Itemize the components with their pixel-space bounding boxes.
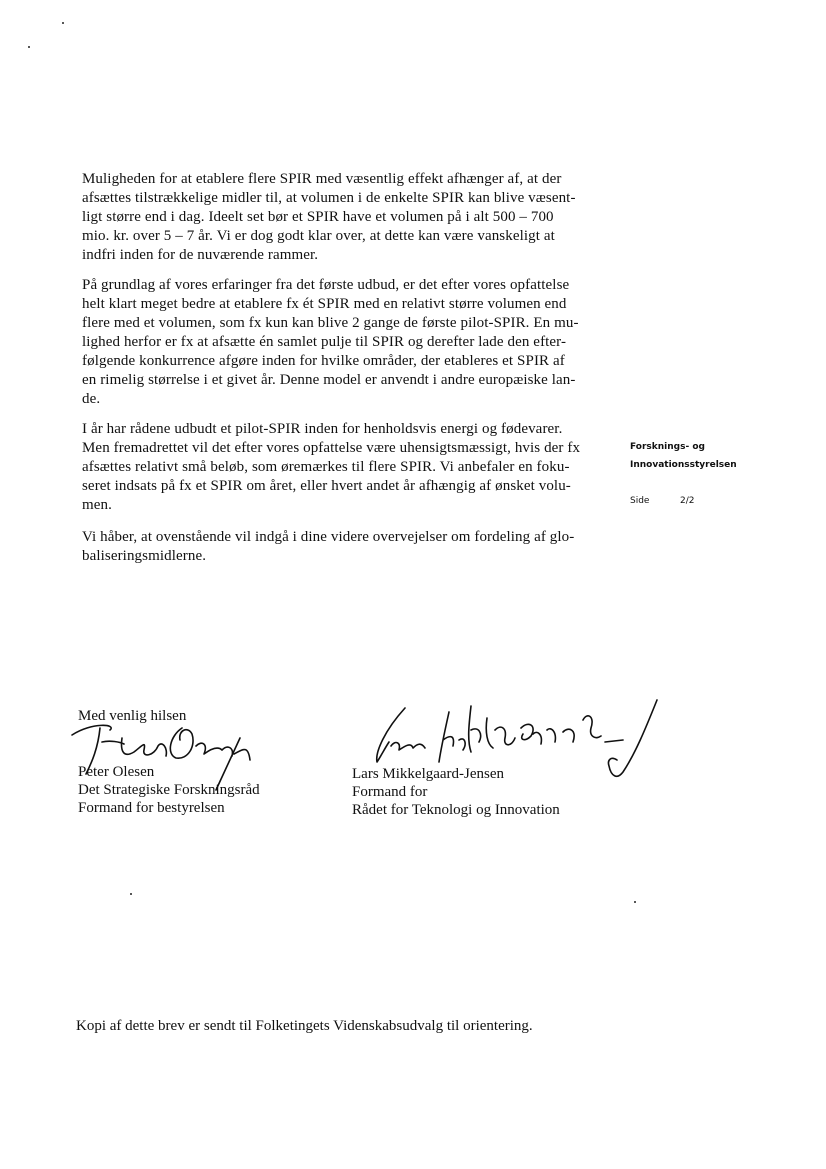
text-line: indfri inden for de nuværende rammer.	[82, 247, 319, 263]
sidebar-org-line1: Forsknings- og	[630, 442, 705, 452]
text-line: mio. kr. over 5 – 7 år. Vi er dog godt klar over, at dette kan være vanskeligt at	[82, 228, 555, 244]
copy-note: Kopi af dette brev er sendt til Folketingets Videnskabsudvalg til orientering.	[76, 1018, 533, 1034]
text-line: helt klart meget bedre at etablere fx ét SPIR med en relativt større volumen end	[82, 296, 567, 312]
scan-speck	[130, 893, 132, 895]
text-line: lighed herfor er fx at afsætte én samlet pulje til SPIR og derefter lade den efter-	[82, 334, 567, 350]
sidebar-page-label: Side	[630, 496, 650, 506]
signatory-right-name: Lars Mikkelgaard-Jensen	[352, 766, 505, 782]
signatory-right-org: Rådet for Teknologi og Innovation	[352, 802, 560, 818]
scan-speck	[28, 46, 30, 48]
sidebar-org-line2: Innovationsstyrelsen	[630, 460, 737, 470]
text-line: baliseringsmidlerne.	[82, 548, 207, 564]
text-line: Muligheden for at etablere flere SPIR med væsentlig effekt afhænger af, at der	[82, 171, 562, 187]
paragraph-2	[82, 276, 579, 409]
closing-greeting: Med venlig hilsen	[78, 708, 187, 724]
paragraph-1	[82, 170, 576, 265]
text-line: Vi håber, at ovenstående vil indgå i dine videre overvejelser om fordeling af glo-	[82, 529, 575, 545]
text-line: På grundlag af vores erfaringer fra det første udbud, er det efter vores opfattelse	[82, 277, 570, 293]
text-line: flere med et volumen, som fx kun kan blive 2 gange de første pilot-SPIR. En mu-	[82, 315, 579, 331]
signatory-right-role: Formand for	[352, 784, 428, 800]
paragraph-3	[82, 420, 580, 515]
signatory-left-name: Peter Olesen	[78, 764, 155, 780]
scan-speck	[62, 22, 64, 24]
text-line: Men fremadrettet vil det efter vores opfattelse være uhensigtsmæssigt, hvis der fx	[82, 440, 581, 456]
text-line: seret indsats på fx et SPIR om året, eller hvert andet år afhængig af ønsket volu-	[82, 478, 571, 494]
text-line: ligt større end i dag. Ideelt set bør et SPIR have et volumen på i alt 500 – 700	[82, 209, 554, 225]
scan-speck	[634, 901, 636, 903]
signatory-left-org: Det Strategiske Forskningsråd	[78, 782, 260, 798]
text-line: I år har rådene udbudt et pilot-SPIR inden for henholdsvis energi og fødevarer.	[82, 421, 563, 437]
paragraph-4	[82, 528, 574, 566]
text-line: følgende konkurrence afgøre inden for hvilke områder, der etableres et SPIR af	[82, 353, 565, 369]
text-line: afsættes tilstrækkelige midler til, at volumen i de enkelte SPIR kan blive væsent-	[82, 190, 576, 206]
text-line: en rimelig størrelse i et givet år. Denne model er anvendt i andre europæiske lan-	[82, 372, 576, 388]
text-line: men.	[82, 497, 112, 513]
signatory-left-role: Formand for bestyrelsen	[78, 800, 225, 816]
text-line: afsættes relativt små beløb, som øremærkes til flere SPIR. Vi anbefaler en foku-	[82, 459, 570, 475]
sidebar-page-number: 2/2	[680, 496, 695, 506]
text-line: de.	[82, 391, 101, 407]
